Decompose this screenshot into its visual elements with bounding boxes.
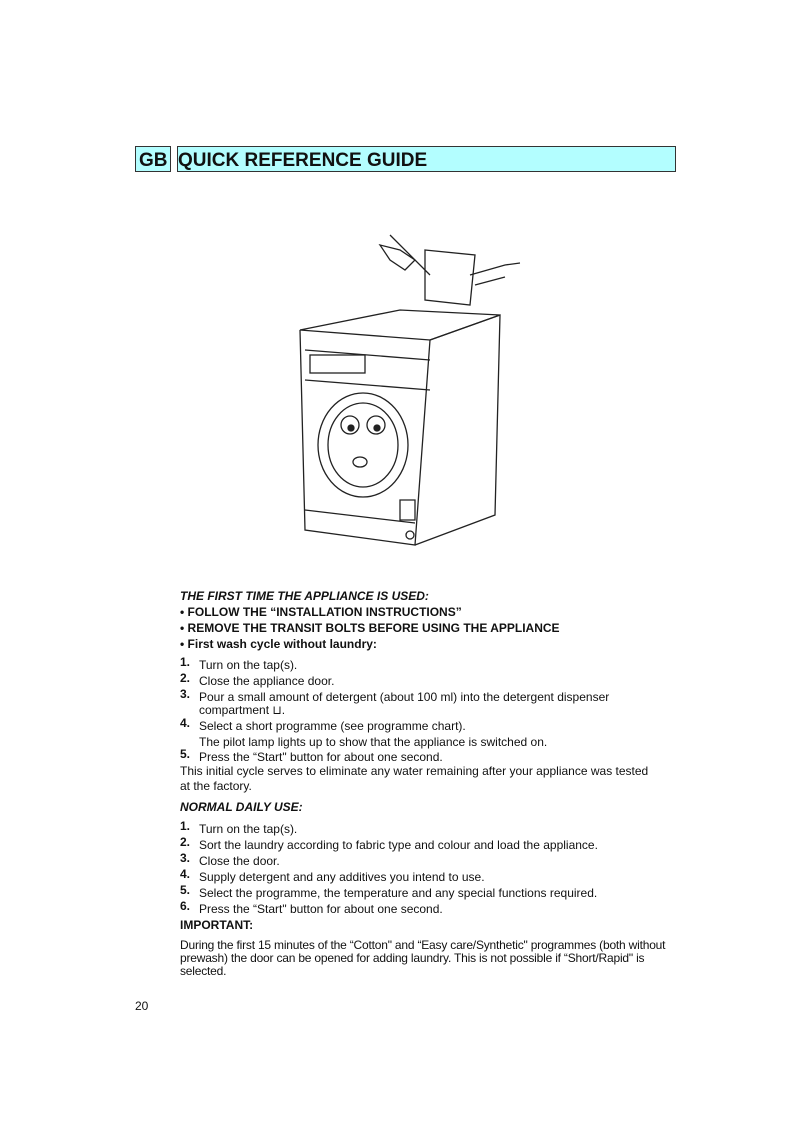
daily-use-heading: NORMAL DAILY USE: [180, 800, 303, 814]
page-number: 20 [135, 999, 149, 1013]
step-number: 3. [180, 851, 191, 865]
step-text: Close the door. [199, 854, 280, 868]
step-text: Turn on the tap(s). [199, 822, 298, 836]
step-number: 3. [180, 687, 191, 701]
step-text: Turn on the tap(s). [199, 658, 298, 672]
step-text: Close the appliance door. [199, 674, 335, 688]
important-text: During the first 15 minutes of the “Cotton" and “Easy care/Synthetic" programmes (both without prewash) the door can be opened for adding laundry. This is not possible if “Short/Rapid" is selected. [180, 938, 666, 978]
step-number: 1. [180, 655, 191, 669]
important-heading: IMPORTANT: [180, 918, 254, 932]
step-number: 5. [180, 883, 191, 897]
step-number: 4. [180, 867, 191, 881]
page-title: QUICK REFERENCE GUIDE [177, 146, 676, 172]
step-text: at the factory. [180, 779, 252, 793]
washing-machine-illustration [280, 215, 540, 555]
language-label: GB [135, 146, 171, 172]
bullet: • REMOVE THE TRANSIT BOLTS BEFORE USING THE APPLIANCE [180, 621, 560, 635]
step-text: compartment ⊔. [199, 703, 286, 717]
step-text: Select the programme, the temperature and any special functions required. [199, 886, 598, 900]
step-text: Press the “Start" button for about one second. [199, 902, 443, 916]
step-text: Pour a small amount of detergent (about 100 ml) into the detergent dispenser [199, 690, 610, 704]
step-number: 2. [180, 835, 191, 849]
step-text: Supply detergent and any additives you intend to use. [199, 870, 485, 884]
bullet: • First wash cycle without laundry: [180, 637, 377, 651]
step-text: This initial cycle serves to eliminate any water remaining after your appliance was tested [180, 764, 649, 778]
step-text: The pilot lamp lights up to show that the appliance is switched on. [199, 735, 548, 749]
step-text: Sort the laundry according to fabric type and colour and load the appliance. [199, 838, 598, 852]
bullet: • FOLLOW THE “INSTALLATION INSTRUCTIONS” [180, 605, 462, 619]
step-text: Press the “Start" button for about one second. [199, 750, 443, 764]
step-number: 1. [180, 819, 191, 833]
step-text: Select a short programme (see programme chart). [199, 719, 466, 733]
step-number: 5. [180, 747, 191, 761]
step-number: 4. [180, 716, 191, 730]
first-use-heading: THE FIRST TIME THE APPLIANCE IS USED: [180, 589, 429, 603]
step-number: 2. [180, 671, 191, 685]
step-number: 6. [180, 899, 191, 913]
